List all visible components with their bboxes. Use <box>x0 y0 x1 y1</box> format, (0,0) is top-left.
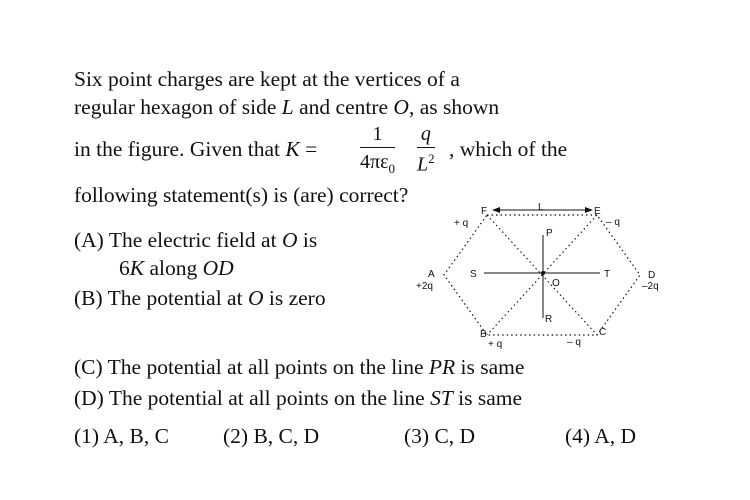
fraction-q-over-L-squared: q $L^2$ <box>417 123 435 176</box>
option-2[interactable]: (2) B, C, D <box>223 424 320 448</box>
point-p-label: P <box>546 228 553 239</box>
vertex-a-label: A <box>428 269 435 280</box>
point-s-label: S <box>470 269 477 280</box>
charge-c-label: – q <box>567 337 581 348</box>
option-4[interactable]: (4) A, D <box>565 424 637 448</box>
point-o-label: O <box>552 278 560 289</box>
option-1[interactable]: (1) A, B, C <box>74 424 169 448</box>
question-line-4: following statement(s) is (are) correct? <box>74 183 409 207</box>
question-line-3: in the figure. Given that K = <box>74 137 318 161</box>
question-line-1: Six point charges are kept at the vertices of a <box>74 67 460 91</box>
charge-f-label: + q <box>454 218 469 229</box>
vertex-b-label: B <box>480 329 487 340</box>
option-3[interactable]: (3) C, D <box>404 424 476 448</box>
question-line-3-end: , which of the <box>449 137 568 161</box>
arrow-right-head <box>585 207 593 213</box>
charge-e-label: – q <box>606 217 620 228</box>
vertex-c-label: C <box>599 327 607 338</box>
arrow-left-head <box>492 207 500 213</box>
statement-a: (A) The electric field at O is <box>74 228 318 252</box>
vertex-e-label: E <box>594 206 601 217</box>
statement-c: (C) The potential at all points on the line PR is same <box>74 355 525 379</box>
question-line-2: regular hexagon of side L and centre O, as shown <box>74 95 500 119</box>
charge-a-label: +2q <box>416 281 433 292</box>
hexagon-figure <box>410 200 670 350</box>
point-r-label: R <box>545 314 553 325</box>
statement-a-continued: 6K along OD <box>119 256 234 280</box>
charge-d-label: –2q <box>642 281 659 292</box>
side-l-label: L <box>538 202 544 213</box>
statement-b: (B) The potential at O is zero <box>74 286 326 310</box>
vertex-d-label: D <box>648 270 656 281</box>
point-t-label: T <box>604 269 611 280</box>
diagonal-e-b <box>487 215 597 335</box>
charge-b-label: + q <box>488 339 503 350</box>
centre-point <box>541 271 545 275</box>
statement-d: (D) The potential at all points on the line ST is same <box>74 386 523 410</box>
fraction-one-over-4-pi-epsilon: 1 $4\pi\varepsilon_0$ <box>360 123 395 176</box>
vertex-f-label: F <box>481 206 488 217</box>
